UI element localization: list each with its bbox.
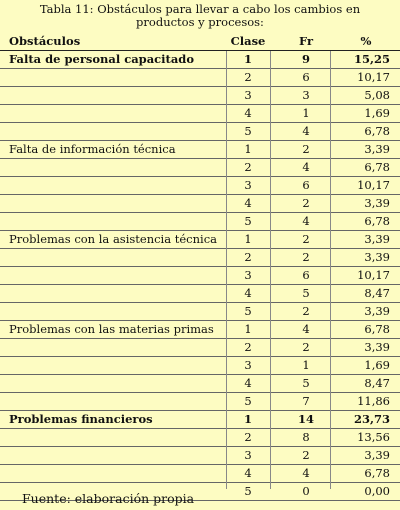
table-row (0, 231, 400, 249)
cell-pct: 6,78 (364, 124, 390, 138)
table-row (0, 51, 400, 69)
cell-fr: 8 (302, 430, 310, 444)
cell-pct: 8,47 (364, 286, 390, 300)
cell-pct: 3,39 (364, 340, 390, 354)
table-row (0, 321, 400, 339)
table-row (0, 195, 400, 213)
cell-clase: 3 (244, 88, 252, 102)
cell-clase: 2 (244, 430, 252, 444)
cell-fr: 3 (302, 88, 310, 102)
cell-fr: 2 (302, 196, 310, 210)
cell-fr: 0 (302, 484, 310, 498)
cell-fr: 6 (302, 268, 310, 282)
table-row (0, 159, 400, 177)
cell-clase: 5 (244, 214, 252, 228)
cell-fr: 4 (302, 322, 310, 336)
cell-obstaculo (9, 393, 219, 410)
cell-obstaculo: Falta de información técnica (9, 142, 176, 156)
cell-obstaculo (9, 105, 219, 122)
table-row (0, 267, 400, 285)
cell-fr: 2 (302, 142, 310, 156)
cell-obstaculo (9, 375, 219, 392)
cell-clase: 4 (244, 286, 252, 300)
cell-obstaculo (9, 195, 219, 212)
cell-obstaculo (9, 87, 219, 104)
cell-clase: 3 (244, 268, 252, 282)
table-row (0, 465, 400, 483)
table-row (0, 69, 400, 87)
cell-pct: 1,69 (364, 358, 390, 372)
cell-clase: 2 (244, 160, 252, 174)
table-row (0, 285, 400, 303)
cell-clase: 4 (244, 106, 252, 120)
table-row (0, 123, 400, 141)
cell-fr: 1 (302, 106, 310, 120)
table-body (0, 51, 400, 501)
cell-obstaculo (9, 249, 219, 266)
cell-obstaculo: Problemas con la asistencia técnica (9, 232, 217, 246)
cell-fr: 7 (302, 394, 310, 408)
cell-obstaculo (9, 357, 219, 374)
cell-fr: 5 (302, 376, 310, 390)
cell-clase: 3 (244, 358, 252, 372)
cell-fr: 5 (302, 286, 310, 300)
cell-fr: 6 (302, 70, 310, 84)
table-row (0, 393, 400, 411)
table-header-row (0, 33, 400, 51)
cell-pct: 11,86 (357, 394, 390, 408)
cell-fr: 4 (302, 160, 310, 174)
cell-fr: 2 (302, 250, 310, 264)
cell-pct: 15,25 (353, 52, 390, 66)
cell-fr: 2 (302, 448, 310, 462)
cell-pct: 6,78 (364, 160, 390, 174)
column-divider-right (330, 51, 331, 489)
cell-clase: 3 (244, 448, 252, 462)
cell-fr: 4 (302, 466, 310, 480)
table-row (0, 303, 400, 321)
cell-obstaculo (9, 447, 219, 464)
cell-pct: 6,78 (364, 214, 390, 228)
cell-pct: 23,73 (353, 412, 390, 426)
cell-obstaculo (9, 123, 219, 140)
table-row (0, 213, 400, 231)
cell-pct: 3,39 (364, 142, 390, 156)
table-row (0, 105, 400, 123)
cell-pct: 13,56 (357, 430, 390, 444)
cell-fr: 14 (297, 412, 314, 426)
table-caption: Tabla 11: Obstáculos para llevar a cabo los cambios en productos y procesos: (39, 2, 361, 29)
cell-obstaculo: Problemas con las materias primas (9, 322, 214, 336)
table-row (0, 447, 400, 465)
cell-clase: 5 (244, 484, 252, 498)
cell-clase: 5 (244, 394, 252, 408)
cell-fr: 1 (302, 358, 310, 372)
table-row (0, 429, 400, 447)
cell-pct: 3,39 (364, 232, 390, 246)
table-row (0, 357, 400, 375)
table-row (0, 177, 400, 195)
cell-fr: 4 (302, 124, 310, 138)
cell-clase: 5 (244, 304, 252, 318)
cell-obstaculo (9, 69, 219, 86)
cell-pct: 10,17 (357, 268, 390, 282)
header-pct: % (360, 34, 372, 48)
cell-clase: 1 (243, 52, 252, 66)
cell-obstaculo: Problemas financieros (9, 412, 153, 426)
table-row (0, 249, 400, 267)
cell-fr: 2 (302, 232, 310, 246)
cell-pct: 6,78 (364, 322, 390, 336)
cell-obstaculo (9, 213, 219, 230)
table-row (0, 411, 400, 429)
cell-obstaculo (9, 429, 219, 446)
cell-clase: 4 (244, 466, 252, 480)
cell-clase: 2 (244, 250, 252, 264)
cell-clase: 2 (244, 340, 252, 354)
cell-obstaculo (9, 339, 219, 356)
cell-pct: 3,39 (364, 196, 390, 210)
cell-fr: 2 (302, 304, 310, 318)
header-fr: Fr (298, 34, 314, 48)
cell-obstaculo (9, 267, 219, 284)
cell-fr: 9 (301, 52, 310, 66)
cell-pct: 6,78 (364, 466, 390, 480)
cell-clase: 4 (244, 376, 252, 390)
cell-clase: 1 (244, 142, 252, 156)
cell-obstaculo (9, 159, 219, 176)
header-obstaculos: Obstáculos (9, 34, 81, 48)
cell-obstaculo (9, 177, 219, 194)
cell-pct: 0,00 (364, 484, 390, 498)
obstacles-table (0, 33, 400, 501)
cell-pct: 1,69 (364, 106, 390, 120)
cell-obstaculo (9, 465, 219, 482)
cell-fr: 4 (302, 214, 310, 228)
cell-obstaculo: Falta de personal capacitado (9, 52, 195, 66)
cell-clase: 4 (244, 196, 252, 210)
cell-clase: 1 (244, 322, 252, 336)
cell-obstaculo (9, 303, 219, 320)
header-clase: Clase (230, 34, 266, 48)
cell-fr: 6 (302, 178, 310, 192)
cell-fr: 2 (302, 340, 310, 354)
cell-pct: 3,39 (364, 250, 390, 264)
cell-pct: 5,08 (364, 88, 390, 102)
cell-clase: 1 (244, 232, 252, 246)
cell-clase: 1 (243, 412, 252, 426)
column-divider-left (226, 51, 227, 489)
cell-pct: 8,47 (364, 376, 390, 390)
column-divider-mid (270, 51, 271, 489)
source-footnote: Fuente: elaboración propia (22, 491, 195, 506)
cell-clase: 5 (244, 124, 252, 138)
cell-pct: 10,17 (357, 70, 390, 84)
cell-pct: 10,17 (357, 178, 390, 192)
cell-pct: 3,39 (364, 448, 390, 462)
cell-obstaculo (9, 285, 219, 302)
cell-pct: 3,39 (364, 304, 390, 318)
cell-clase: 3 (244, 178, 252, 192)
table-row (0, 87, 400, 105)
cell-clase: 2 (244, 70, 252, 84)
table-row (0, 375, 400, 393)
table-row (0, 339, 400, 357)
table-row (0, 141, 400, 159)
